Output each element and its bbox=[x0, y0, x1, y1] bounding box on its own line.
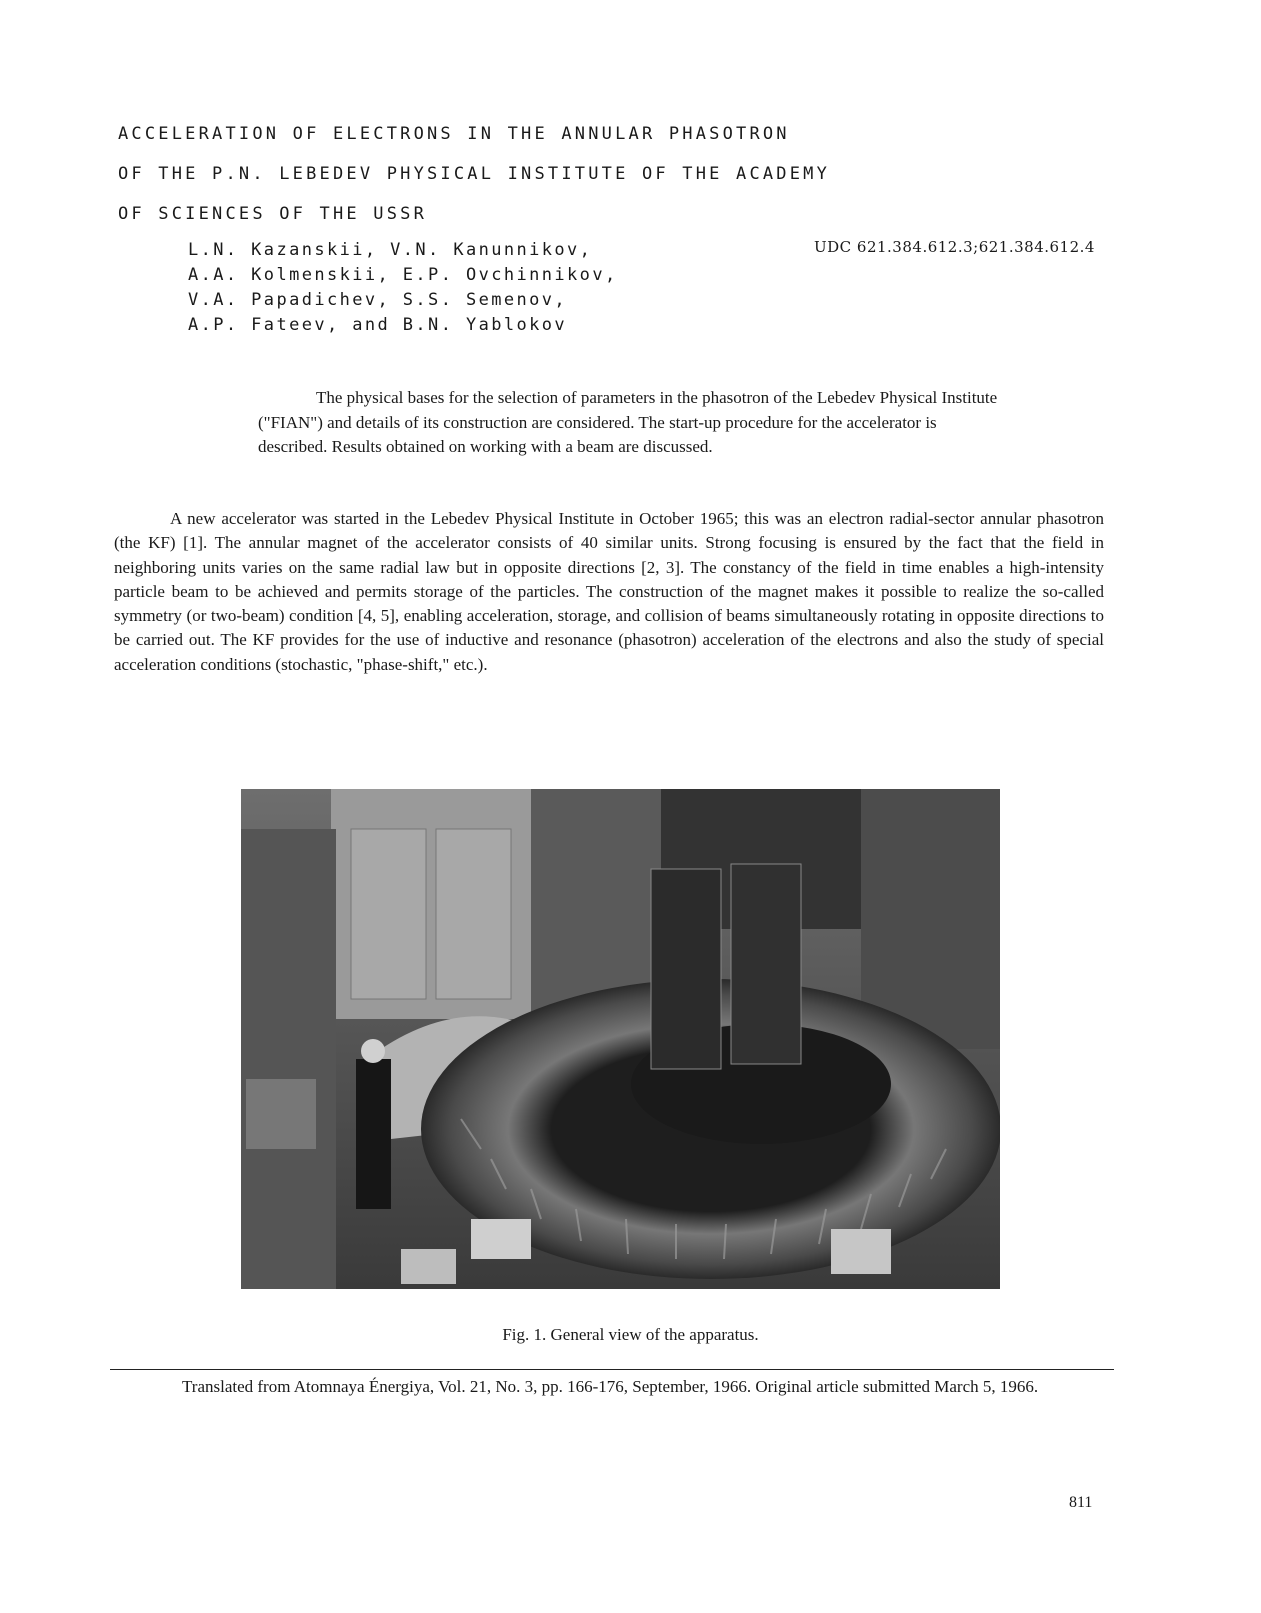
footnote bbox=[114, 1375, 1104, 1399]
title-line: OF THE P.N. LEBEDEV PHYSICAL INSTITUTE OF THE ACADEMY bbox=[118, 164, 831, 184]
footnote-divider bbox=[110, 1369, 1114, 1370]
author-line: A.P. Fateev, and B.N. Yablokov bbox=[188, 315, 568, 335]
body-paragraph: A new accelerator was started in the Lebedev Physical Institute in October 1965; this was an electron radial-sector annular phasotron (the KF) [1]. The annular magnet of the accelerator consists of 40 similar units. Strong focusing is ensured by the fact that the field in neighboring units varies on the same radial law but in opposite directions [2, 3]. The constancy of the field in time enables a high-intensity particle beam to be achieved and permits storage of the particles. The construction of the magnet makes it possible to realize the so-called symmetry (or two-beam) condition [4, 5], enabling acceleration, storage, and collision of beams simultaneously rotating in opposite directions to be carried out. The KF provides for the use of inductive and resonance (phasotron) acceleration of the electrons and also the study of special acceleration conditions (stochastic, "phase-shift," etc.). bbox=[114, 509, 1104, 674]
page-number: 811 bbox=[1069, 1494, 1093, 1511]
title-line: ACCELERATION OF ELECTRONS IN THE ANNULAR PHASOTRON bbox=[118, 124, 790, 144]
udc-code: UDC 621.384.612.3;621.384.612.4 bbox=[814, 238, 1095, 256]
accelerator-photo bbox=[241, 789, 1000, 1289]
abstract-text: The physical bases for the selection of parameters in the phasotron of the Lebedev Physical Institute ("FIAN") and details of its construction are considered. The start-up procedure for the accelerator is described. Results obtained on working with a beam are discussed. bbox=[258, 388, 998, 456]
author-line: A.A. Kolmenskii, E.P. Ovchinnikov, bbox=[188, 265, 618, 285]
article-title bbox=[118, 114, 1018, 234]
abstract bbox=[258, 386, 998, 460]
author-line: L.N. Kazanskii, V.N. Kanunnikov, bbox=[188, 240, 593, 260]
author-list bbox=[188, 238, 618, 338]
title-line: OF SCIENCES OF THE USSR bbox=[118, 204, 428, 224]
author-line: V.A. Papadichev, S.S. Semenov, bbox=[188, 290, 568, 310]
figure-caption: Fig. 1. General view of the apparatus. bbox=[502, 1325, 759, 1344]
footnote-text: Translated from Atomnaya Énergiya, Vol. 21, No. 3, pp. 166-176, September, 1966. Original article submitted March 5, 1966. bbox=[182, 1377, 1039, 1396]
figure-photo bbox=[241, 789, 1000, 1289]
body-text bbox=[114, 507, 1104, 677]
